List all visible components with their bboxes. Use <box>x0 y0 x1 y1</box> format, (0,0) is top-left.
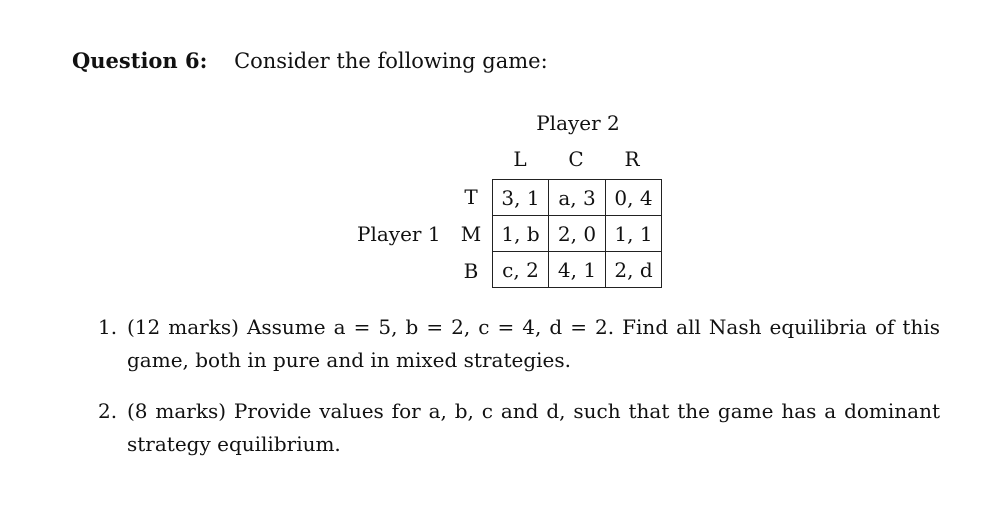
payoff-cell-m-r: 1, 1 <box>606 216 662 252</box>
task-number: 2. <box>98 399 118 423</box>
payoff-cell-t-c: a, 3 <box>549 180 606 216</box>
player2-label: Player 2 <box>536 111 620 135</box>
payoff-row-b <box>493 252 662 288</box>
payoff-cell-t-r: 0, 4 <box>606 180 662 216</box>
task-item <box>98 395 940 461</box>
row-header-b: B <box>463 259 479 283</box>
player1-label: Player 1 <box>357 222 441 246</box>
payoff-cell-b-r: 2, d <box>606 252 662 288</box>
payoff-cell-b-l: c, 2 <box>493 252 549 288</box>
question-header <box>72 48 548 73</box>
task-text: (12 marks) Assume a = 5, b = 2, c = 4, d = 2. Find all Nash equilibria of this game, both in pure and in mixed strategies. <box>127 315 940 372</box>
column-header-c: C <box>568 147 584 171</box>
payoff-row-t <box>493 180 662 216</box>
payoff-cell-b-c: 4, 1 <box>549 252 606 288</box>
task-text: (8 marks) Provide values for a, b, c and d, such that the game has a dominant strategy equilibrium. <box>127 399 940 456</box>
payoff-row-m <box>493 216 662 252</box>
task-list <box>98 311 940 479</box>
question-intro: Consider the following game: <box>234 49 548 73</box>
question-label: Question 6: <box>72 48 208 73</box>
column-header-r: R <box>624 147 640 171</box>
task-number: 1. <box>98 315 118 339</box>
payoff-cell-m-c: 2, 0 <box>549 216 606 252</box>
row-header-m: M <box>460 222 482 246</box>
payoff-cell-t-l: 3, 1 <box>493 180 549 216</box>
column-header-l: L <box>513 147 527 171</box>
payoff-cell-m-l: 1, b <box>493 216 549 252</box>
task-item <box>98 311 940 377</box>
row-header-t: T <box>464 185 478 209</box>
payoff-matrix <box>492 179 662 288</box>
